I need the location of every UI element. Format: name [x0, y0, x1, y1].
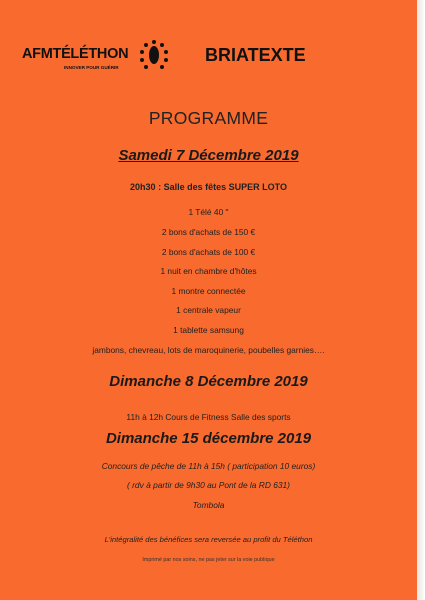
logo-name: AFMTÉLÉTHON [22, 46, 129, 62]
day1-event: 20h30 : Salle des fêtes SUPER LOTO [130, 182, 287, 192]
day3-event: Concours de pêche de 11h à 15h ( participation 10 euros) [101, 461, 316, 471]
prize-item: 2 bons d'achats de 100 € [161, 247, 256, 257]
prize-item: 1 tablette samsung [173, 325, 244, 335]
day3-extra: Tombola [192, 500, 225, 510]
prize-item: 1 nuit en chambre d'hôtes [160, 266, 257, 276]
telethon-burst-icon [136, 38, 172, 74]
day2-event: 11h à 12h Cours de Fitness Salle des sports [126, 412, 291, 422]
footer-legal: Imprimé par nos soins, ne pas jeter sur la voie publique [142, 557, 275, 563]
day1-heading: Samedi 7 Décembre 2019 [118, 147, 299, 164]
day3-meeting: ( rdv à partir de 9h30 au Pont de la RD 631) [127, 480, 290, 490]
page-edge [417, 0, 425, 600]
prize-item: 1 montre connectée [171, 286, 246, 296]
prize-item: 1 Télé 40 " [188, 207, 229, 217]
day2-heading: Dimanche 8 Décembre 2019 [109, 373, 308, 390]
day3-heading: Dimanche 15 décembre 2019 [105, 430, 312, 447]
afm-telethon-logo [22, 38, 172, 78]
page-title: PROGRAMME [148, 108, 269, 128]
prize-item: jambons, chevreau, lots de maroquinerie, poubelles garnies…. [92, 345, 325, 355]
footer-note: L'intégralité des bénéfices sera reversée au profit du Téléthon [104, 535, 313, 544]
prize-item: 2 bons d'achats de 150 € [161, 227, 256, 237]
prize-item: 1 centrale vapeur [176, 305, 241, 315]
logo-tagline: INNOVER POUR GUÉRIR [64, 65, 119, 70]
town-name: BRIATEXTE [205, 45, 306, 65]
